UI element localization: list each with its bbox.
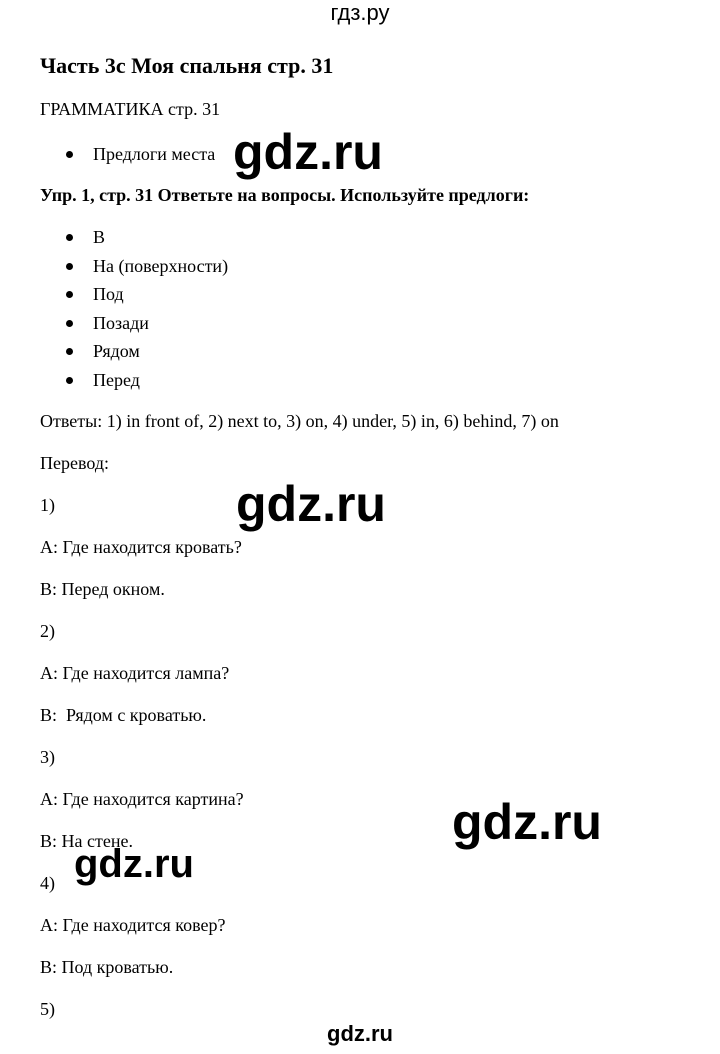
dialogue-question: A: Где находится лампа? <box>40 663 230 683</box>
watermark: gdz.ru <box>233 124 383 180</box>
list-item <box>66 226 228 255</box>
grammar-list <box>66 143 215 165</box>
bullet-icon <box>66 348 73 355</box>
list-item-text: Позади <box>93 312 149 333</box>
dialogue-number: 1) <box>40 495 55 515</box>
page-title: Часть 3c Моя спальня стр. 31 <box>40 53 334 78</box>
list-item-text: В <box>93 227 106 247</box>
list-item <box>66 369 228 398</box>
bullet-icon <box>66 291 73 298</box>
translation-label: Перевод: <box>40 453 109 473</box>
list-item <box>66 143 215 165</box>
list-item-text: Перед <box>93 369 140 390</box>
dialogue-answer: B: Рядом с кроватью. <box>40 705 207 725</box>
dialogue-answer: B: На стене. <box>40 831 133 851</box>
exercise-heading: Упр. 1, стр. 31 Ответьте на вопросы. Используйте предлоги: <box>40 185 530 205</box>
dialogue-question: A: Где находится кровать? <box>40 537 242 557</box>
bullet-icon <box>66 234 73 241</box>
bullet-icon <box>66 263 73 270</box>
dialogue-number: 4) <box>40 873 55 893</box>
list-item <box>66 255 228 284</box>
bullet-icon <box>66 377 73 384</box>
section-heading: ГРАММАТИКА стр. 31 <box>40 99 221 119</box>
list-item <box>66 283 228 312</box>
list-item <box>66 312 228 341</box>
dialogue-number: 2) <box>40 621 55 641</box>
prepositions-list <box>66 226 228 398</box>
list-item-text: Под <box>93 284 124 305</box>
watermark: gdz.ru <box>236 476 386 532</box>
watermark: gdz.ru <box>74 842 194 886</box>
list-item-text: На (поверхности) <box>93 255 229 276</box>
dialogue-number: 5) <box>40 999 55 1019</box>
bullet-icon <box>66 151 73 158</box>
answers-line: Ответы: 1) in front of, 2) next to, 3) on, 4) under, 5) in, 6) behind, 7) on <box>40 411 559 431</box>
watermark: gdz.ru <box>452 794 602 850</box>
site-header: гдз.ру <box>330 0 390 25</box>
dialogue-question: A: Где находится ковер? <box>40 915 226 935</box>
bullet-icon <box>66 320 73 327</box>
list-item-text: Рядом <box>93 341 140 362</box>
site-footer: gdz.ru <box>327 1021 393 1046</box>
dialogue-answer: B: Перед окном. <box>40 579 165 599</box>
dialogue-number: 3) <box>40 747 55 767</box>
dialogue-question: A: Где находится картина? <box>40 789 244 809</box>
list-item-text: Предлоги места <box>93 144 216 164</box>
dialogue-answer: B: Под кроватью. <box>40 957 174 977</box>
list-item <box>66 340 228 369</box>
